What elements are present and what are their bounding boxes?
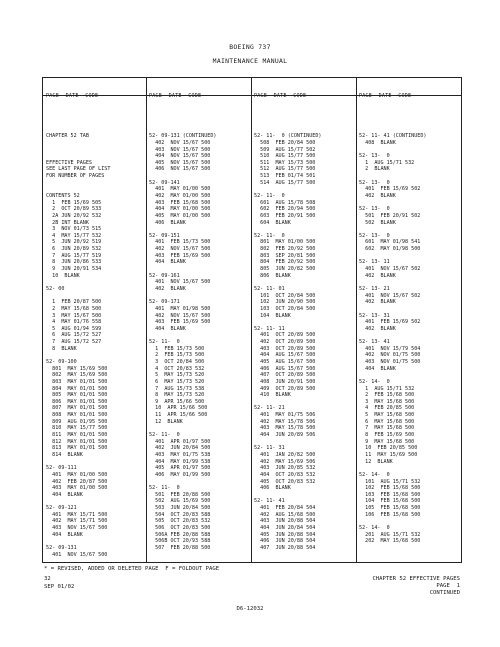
- page-entry: 52- 11- 0 (CONTINUED): [254, 133, 322, 140]
- page-entry: 7 AUG 15/72 527: [46, 339, 102, 346]
- page-entry: 403 FEB 15/68 500: [149, 199, 211, 206]
- page-entry: 506 OCT 20/83 500: [149, 525, 211, 532]
- column-entries: [46, 133, 149, 558]
- page-entry: 402 MAY 01/00 500: [149, 192, 211, 199]
- page-number: PAGE 1: [436, 583, 460, 589]
- page-entry: 402 FEB 20/87 500: [46, 478, 108, 485]
- page-entry: 3 NOV 01/73 515: [46, 226, 102, 233]
- page-entry: 3 OCT 20/84 500: [149, 359, 205, 365]
- spacer-line: [46, 498, 149, 505]
- page-entry: 803 SEP 20/81 500: [254, 252, 316, 259]
- page-entry: 52- 09-161: [149, 272, 180, 279]
- page-column-4: [359, 80, 462, 558]
- spacer-line: [359, 279, 462, 286]
- page-entry: 3 MAY 15/68 500: [359, 398, 415, 405]
- page-entry: 403 MAY 15/78 500: [254, 425, 316, 432]
- continued-label: CONTINUED: [429, 590, 460, 596]
- page-entry: 507 FEB 20/88 500: [149, 544, 211, 551]
- page-entry: 6 JUN 20/89 532: [46, 246, 102, 253]
- page-entry: 403 JUN 20/85 532: [254, 465, 316, 472]
- page-entry: 806 MAY 01/01 500: [46, 398, 108, 405]
- page-entry: FOR NUMBER OF PAGES: [46, 173, 105, 180]
- revision-date: SEP 01/02: [44, 584, 75, 590]
- page-entry: 402 BLANK: [359, 272, 396, 279]
- page-entry: 104 BLANK: [254, 312, 291, 319]
- page-entry: 52- 11- 0: [149, 432, 180, 439]
- page-entry: 404 MAY 01/99 538: [149, 458, 211, 465]
- page-entry: 501 FEB 20/91 502: [359, 212, 421, 219]
- page-entry: 5 JUN 20/92 519: [46, 239, 102, 246]
- page-entry: 813 MAY 01/01 500: [46, 445, 108, 452]
- page-entry: 52- 09-111: [46, 465, 77, 472]
- column-entries: [254, 133, 357, 551]
- page-entry: 103 FEB 15/68 500: [359, 491, 421, 498]
- page-entry: 52- 09-171: [149, 299, 180, 306]
- page-entry: 401 JAN 20/82 500: [254, 451, 316, 458]
- page-entry: 12 BLANK: [359, 458, 393, 465]
- page-entry: 52- 13- 11: [359, 259, 390, 266]
- page-entry: 1 FEB 15/73 500: [149, 345, 205, 352]
- page-entry: 1 FEB 20/87 500: [46, 299, 102, 306]
- page-entry: 405 NOV 15/67 500: [149, 159, 211, 166]
- page-entry: 2 BLANK: [359, 166, 390, 173]
- page-entry: 405 JUN 20/88 504: [254, 531, 316, 538]
- page-entry: 406 BLANK: [149, 219, 186, 226]
- page-entry: 403 MAY 01/00 500: [46, 485, 108, 492]
- page-entry: 52- 13- 0: [359, 232, 390, 239]
- page-entry: 403 FEB 15/69 500: [149, 319, 211, 326]
- page-entry: 404 NOV 15/67 500: [149, 153, 211, 160]
- page-entry: 401 MAY 15/71 500: [46, 511, 108, 518]
- page-entry: 11 APR 15/66 500: [149, 412, 208, 419]
- page-entry: 403 MAY 01/75 538: [149, 451, 211, 458]
- page-entry: 52- 11- 21: [254, 405, 285, 412]
- spacer-line: [254, 186, 357, 193]
- page-entry: 404 BLANK: [359, 365, 396, 372]
- page-entry: 404 AUG 15/67 500: [254, 352, 316, 359]
- page-entry: 104 FEB 15/68 500: [359, 498, 421, 505]
- page-entry: 52- 13- 0: [359, 179, 390, 186]
- page-entry: 808 MAY 01/01 500: [46, 412, 108, 419]
- page-entry: 407 JUN 20/88 504: [254, 544, 316, 551]
- spacer-line: [149, 425, 252, 432]
- page-entry: 10 FEB 20/85 500: [359, 445, 418, 452]
- page-entry: 510 AUG 15/77 500: [254, 153, 316, 160]
- page-entry: 6 MAY 15/73 520: [149, 378, 205, 385]
- page-column-3: [254, 80, 357, 565]
- page-entry: 1 FEB 15/69 505: [46, 199, 102, 206]
- page-entry: 401 MAY 01/98 500: [149, 305, 211, 312]
- page-entry: 1 AUG 15/71 532: [359, 385, 415, 392]
- page-entry: 401 FEB 15/73 500: [149, 239, 211, 246]
- page-entry: 404 BLANK: [149, 259, 186, 266]
- page-entry: 52- 11- 41: [254, 498, 285, 505]
- spacer-line: [149, 479, 252, 486]
- page-entry: 9 MAY 15/68 500: [359, 438, 415, 445]
- page-entry: 405 OCT 20/83 532: [254, 478, 316, 485]
- page-entry: 403 FEB 15/69 500: [149, 252, 211, 259]
- page-entry: 202 MAY 15/68 500: [359, 538, 421, 545]
- spacer-line: [254, 319, 357, 326]
- spacer-line: [46, 140, 149, 147]
- page-entry: 402 NOV 15/67 500: [149, 246, 211, 253]
- spacer-line: [149, 226, 252, 233]
- page-entry: 404 JUN 20/84 504: [254, 525, 316, 532]
- page-entry: 504 OCT 20/83 588: [149, 511, 211, 518]
- page-entry: 101 OCT 20/84 500: [254, 292, 316, 299]
- document-number: D6-12032: [236, 606, 264, 612]
- page-entry: 811 MAY 01/01 500: [46, 432, 108, 439]
- page-entry: 52- 13- 41: [359, 339, 390, 346]
- spacer-line: [254, 492, 357, 499]
- spacer-line: [46, 180, 149, 187]
- page-entry: 514 AUG 15/77 500: [254, 179, 316, 186]
- page-entry: 402 AUG 15/68 500: [254, 511, 316, 518]
- chapter-number: 32: [44, 576, 51, 582]
- spacer-line: [149, 173, 252, 180]
- page-entry: 402 BLANK: [359, 325, 396, 332]
- page-entry: 401 MAY 01/00 500: [46, 471, 108, 478]
- revision-legend: * = REVISED, ADDED OR DELETED PAGE F = FOLDOUT PAGE: [44, 566, 220, 572]
- page-entry: 404 MAY 01/00 500: [149, 206, 211, 213]
- page-entry: 7 AUG 15/73 538: [149, 385, 205, 392]
- page-entry: 802 MAY 15/69 500: [46, 372, 108, 379]
- spacer-line: [359, 173, 462, 180]
- page-entry: 8 JUN 20/86 533: [46, 259, 102, 266]
- page-entry: 402 OCT 20/89 500: [254, 339, 316, 346]
- page-entry: 601 MAY 01/98 541: [359, 239, 421, 246]
- page-entry: 602 FEB 20/94 500: [254, 206, 316, 213]
- page-entry: 10 APR 15/66 500: [149, 405, 208, 412]
- page-entry: 106 FEB 15/68 500: [359, 511, 421, 518]
- page-entry: 2 FEB 15/73 500: [149, 352, 205, 359]
- page-entry: 52- 14- 0: [359, 525, 390, 532]
- column-header: PAGE DATE CODE: [46, 93, 99, 100]
- spacer-line: [149, 293, 252, 300]
- page-entry: 402 NOV 15/67 500: [149, 312, 211, 319]
- page-entry: 402 BLANK: [359, 192, 396, 199]
- page-entry: 52- 00: [46, 285, 65, 292]
- spacer-line: [254, 279, 357, 286]
- page-entry: 8 FEB 15/69 500: [359, 432, 415, 439]
- page-entry: 404 OCT 20/83 532: [254, 471, 316, 478]
- page-entry: 405 MAY 01/00 500: [149, 212, 211, 219]
- page-entry: 511 MAY 15/73 500: [254, 159, 316, 166]
- page-entry: 410 BLANK: [254, 392, 291, 399]
- page-entry: 101 AUG 15/71 532: [359, 478, 421, 485]
- page-entry: 408 JUN 20/91 500: [254, 378, 316, 385]
- page-entry: CONTENTS 52: [46, 192, 80, 199]
- page-entry: 406 MAY 01/99 500: [149, 471, 211, 478]
- page-column-1: [46, 80, 149, 572]
- spacer-line: [359, 372, 462, 379]
- page-entry: 4 FEB 20/85 500: [359, 405, 415, 412]
- effective-pages-table: [42, 77, 462, 563]
- page-entry: 401 FEB 15/69 502: [359, 319, 421, 326]
- page-entry: 406 BLANK: [254, 485, 291, 492]
- page-entry: 5 MAY 15/73 520: [149, 372, 205, 379]
- effective-pages-title: CHAPTER 52 EFFECTIVE PAGES: [372, 576, 460, 582]
- page-entry: 602 MAY 01/98 500: [359, 246, 421, 253]
- page-entry: 401 NOV 15/79 504: [359, 345, 421, 352]
- page-entry: 503 JUN 20/84 500: [149, 505, 211, 512]
- spacer-line: [359, 518, 462, 525]
- page-entry: 404 JUN 20/89 506: [254, 432, 316, 439]
- page-entry: 402 MAY 15/69 506: [254, 458, 316, 465]
- page-entry: 52- 13- 21: [359, 285, 390, 292]
- page-entry: 805 JUN 20/82 500: [254, 266, 316, 273]
- page-entry: 52- 09-131: [46, 544, 77, 551]
- page-entry: 52- 09-121: [46, 505, 77, 512]
- page-entry: 404 BLANK: [149, 325, 186, 332]
- page-entry: 801 MAY 15/69 500: [46, 365, 108, 372]
- page-entry: 814 BLANK: [46, 451, 83, 458]
- page-entry: 402 BLANK: [359, 299, 396, 306]
- spacer-line: [254, 399, 357, 406]
- page-entry: 52- 14- 0: [359, 471, 390, 478]
- page-entry: 2 MAY 15/68 500: [46, 305, 102, 312]
- page-entry: 405 AUG 15/67 500: [254, 359, 316, 365]
- page-entry: 810 MAY 15/77 500: [46, 425, 108, 432]
- page-entry: 806 BLANK: [254, 272, 291, 279]
- page-entry: 406 AUG 15/67 500: [254, 365, 316, 372]
- page-entry: 804 FEB 20/92 500: [254, 259, 316, 266]
- spacer-line: [46, 293, 149, 300]
- spacer-line: [359, 306, 462, 313]
- page-entry: 601 AUG 15/78 508: [254, 199, 316, 206]
- page-entry: 506A FEB 20/88 588: [149, 531, 211, 538]
- page-entry: EFFECTIVE PAGES: [46, 159, 93, 166]
- page-entry: 52- 09-100: [46, 359, 77, 365]
- page-entry: 803 MAY 01/01 500: [46, 378, 108, 385]
- page-entry: 506B OCT 20/93 588: [149, 538, 211, 545]
- spacer-line: [254, 226, 357, 233]
- page-entry: 4 MAY 15/77 532: [46, 232, 102, 239]
- page-entry: 406 NOV 15/67 500: [149, 166, 211, 173]
- page-entry: 509 AUG 15/77 502: [254, 146, 316, 153]
- page-entry: 102 FEB 15/68 500: [359, 485, 421, 492]
- page-entry: 2 FEB 15/68 500: [359, 392, 415, 399]
- page-entry: 401 NOV 15/67 502: [359, 266, 421, 273]
- page-entry: 6 AUG 15/72 527: [46, 332, 102, 339]
- page-entry: CHAPTER 52 TAB: [46, 133, 89, 140]
- page-entry: 404 BLANK: [46, 531, 83, 538]
- page-entry: 52- 11- 0: [149, 339, 180, 346]
- page-entry: 52- 13- 0: [359, 206, 390, 213]
- spacer-line: [149, 266, 252, 273]
- page-entry: 9 JUN 20/91 534: [46, 266, 102, 273]
- spacer-line: [46, 279, 149, 286]
- page-entry: 52- 11- 0: [149, 485, 180, 492]
- page-entry: 405 APR 01/97 500: [149, 465, 211, 472]
- spacer-line: [46, 352, 149, 359]
- page-entry: 502 AUG 15/69 500: [149, 498, 211, 505]
- column-header: PAGE DATE CODE: [359, 93, 412, 100]
- page-entry: 403 NOV 15/67 500: [46, 525, 108, 532]
- page-entry: 801 MAY 01/00 500: [254, 239, 316, 246]
- page-entry: 812 MAY 01/01 500: [46, 438, 108, 445]
- page-entry: 401 OCT 20/89 500: [254, 332, 316, 339]
- spacer-line: [254, 439, 357, 446]
- page-entry: 7 AUG 15/77 519: [46, 252, 102, 259]
- page-entry: 403 NOV 15/67 500: [149, 146, 211, 153]
- manual-title: BOEING 737: [229, 43, 271, 51]
- page-entry: 52- 11- 31: [254, 445, 285, 452]
- page-entry: 403 NOV 01/75 500: [359, 359, 421, 365]
- page-entry: 402 JUN 20/84 500: [149, 445, 211, 452]
- page-entry: 105 FEB 15/68 500: [359, 505, 421, 512]
- page-entry: 10 BLANK: [46, 272, 80, 279]
- page-entry: 8 MAY 15/73 520: [149, 392, 205, 399]
- page-entry: 5 MAY 15/68 500: [359, 412, 415, 419]
- page-entry: 401 MAY 01/75 506: [254, 412, 316, 419]
- page-entry: 9 APR 15/66 500: [149, 398, 205, 405]
- page-entry: 802 FEB 20/92 500: [254, 246, 316, 253]
- page-entry: 52- 11- 0: [254, 232, 285, 239]
- page-entry: 402 NOV 15/67 500: [149, 139, 211, 146]
- page-entry: 52- 11- 11: [254, 325, 285, 332]
- page-entry: 52- 11- 0: [254, 192, 285, 199]
- spacer-line: [359, 465, 462, 472]
- page-entry: 401 FEB 20/84 504: [254, 505, 316, 512]
- spacer-line: [46, 538, 149, 545]
- page-entry: 502 BLANK: [359, 219, 396, 226]
- page-entry: 804 MAY 01/01 500: [46, 385, 108, 392]
- page-column-2: [149, 80, 252, 565]
- page-entry: 508 FEB 20/84 500: [254, 139, 316, 146]
- spacer-line: [46, 147, 149, 154]
- manual-subtitle: MAINTENANCE MANUAL: [212, 57, 288, 65]
- page-entry: 512 AUG 15/77 500: [254, 166, 316, 173]
- page-entry: 2 OCT 20/89 533: [46, 206, 102, 213]
- page-entry: 402 NOV 01/75 500: [359, 352, 421, 359]
- page-entry: 201 AUG 15/71 532: [359, 531, 421, 538]
- page-entry: 401 NOV 15/67 500: [149, 279, 211, 286]
- page-entry: 505 OCT 20/83 532: [149, 518, 211, 525]
- page-entry: 4 OCT 20/83 532: [149, 365, 205, 372]
- page-entry: 7 MAY 15/68 500: [359, 425, 415, 432]
- page-entry: 401 NOV 15/67 500: [46, 551, 108, 558]
- page-entry: 407 OCT 20/89 500: [254, 372, 316, 379]
- page-entry: 52- 11- 01: [254, 285, 285, 292]
- page-entry: 11 MAY 15/69 500: [359, 451, 418, 458]
- page-entry: 809 AUG 01/95 500: [46, 418, 108, 425]
- spacer-line: [359, 332, 462, 339]
- page-entry: 2A JUN 20/92 532: [46, 212, 102, 219]
- page-entry: 52- 09-131 (CONTINUED): [149, 133, 217, 140]
- page-entry: 52- 11- 41 (CONTINUED): [359, 133, 427, 140]
- spacer-line: [359, 147, 462, 154]
- page-entry: 6 MAY 15/68 500: [359, 418, 415, 425]
- page-entry: 52- 09-151: [149, 232, 180, 239]
- page-entry: 404 BLANK: [46, 491, 83, 498]
- column-header: PAGE DATE CODE: [149, 93, 202, 100]
- page-entry: 807 MAY 01/01 500: [46, 405, 108, 412]
- spacer-line: [359, 200, 462, 207]
- page-entry: 408 BLANK: [359, 139, 396, 146]
- page-entry: 805 MAY 01/01 500: [46, 392, 108, 399]
- column-header: PAGE DATE CODE: [254, 93, 307, 100]
- page-entry: 52- 13- 0: [359, 153, 390, 160]
- page-entry: 401 MAY 01/00 500: [149, 186, 211, 193]
- page-entry: 403 OCT 20/89 500: [254, 345, 316, 352]
- spacer-line: [46, 153, 149, 160]
- page-entry: 406 JUN 20/88 504: [254, 538, 316, 545]
- page-entry: 52- 14- 0: [359, 378, 390, 385]
- page-entry: 402 MAY 15/78 506: [254, 418, 316, 425]
- page-entry: 103 OCT 20/84 500: [254, 305, 316, 312]
- page-entry: 52- 09-141: [149, 179, 180, 186]
- page-entry: 513 FEB 01/74 501: [254, 173, 316, 180]
- page-entry: 403 JUN 20/88 504: [254, 518, 316, 525]
- page-entry: 12 BLANK: [149, 418, 183, 425]
- page-entry: 401 NOV 15/67 502: [359, 292, 421, 299]
- spacer-line: [359, 226, 462, 233]
- page-entry: 501 FEB 20/88 500: [149, 491, 211, 498]
- page-entry: 401 FEB 15/69 502: [359, 186, 421, 193]
- page-entry: 409 OCT 20/89 500: [254, 385, 316, 392]
- spacer-line: [46, 459, 149, 466]
- page-entry: 402 BLANK: [149, 285, 186, 292]
- page-entry: 401 APR 01/97 500: [149, 438, 211, 445]
- page-entry: 4 MAY 01/76 558: [46, 319, 102, 326]
- column-entries: [149, 133, 252, 551]
- column-entries: [359, 133, 462, 545]
- page-entry: 102 JUN 20/90 500: [254, 299, 316, 306]
- spacer-line: [149, 332, 252, 339]
- page-entry: 3 MAY 15/67 500: [46, 312, 102, 319]
- page-entry: 52- 13- 31: [359, 312, 390, 319]
- page-entry: 402 MAY 15/71 500: [46, 518, 108, 525]
- page-entry: 2B INT BLANK: [46, 219, 89, 226]
- spacer-line: [359, 253, 462, 260]
- page-entry: 5 AUG 01/94 599: [46, 325, 102, 332]
- page-entry: 1 AUG 15/71 532: [359, 159, 415, 166]
- spacer-line: [46, 186, 149, 193]
- page-entry: 603 FEB 20/91 500: [254, 212, 316, 219]
- page-entry: SEE LAST PAGE OF LIST: [46, 166, 111, 173]
- page-entry: 604 BLANK: [254, 219, 291, 226]
- page-entry: 8 BLANK: [46, 345, 77, 352]
